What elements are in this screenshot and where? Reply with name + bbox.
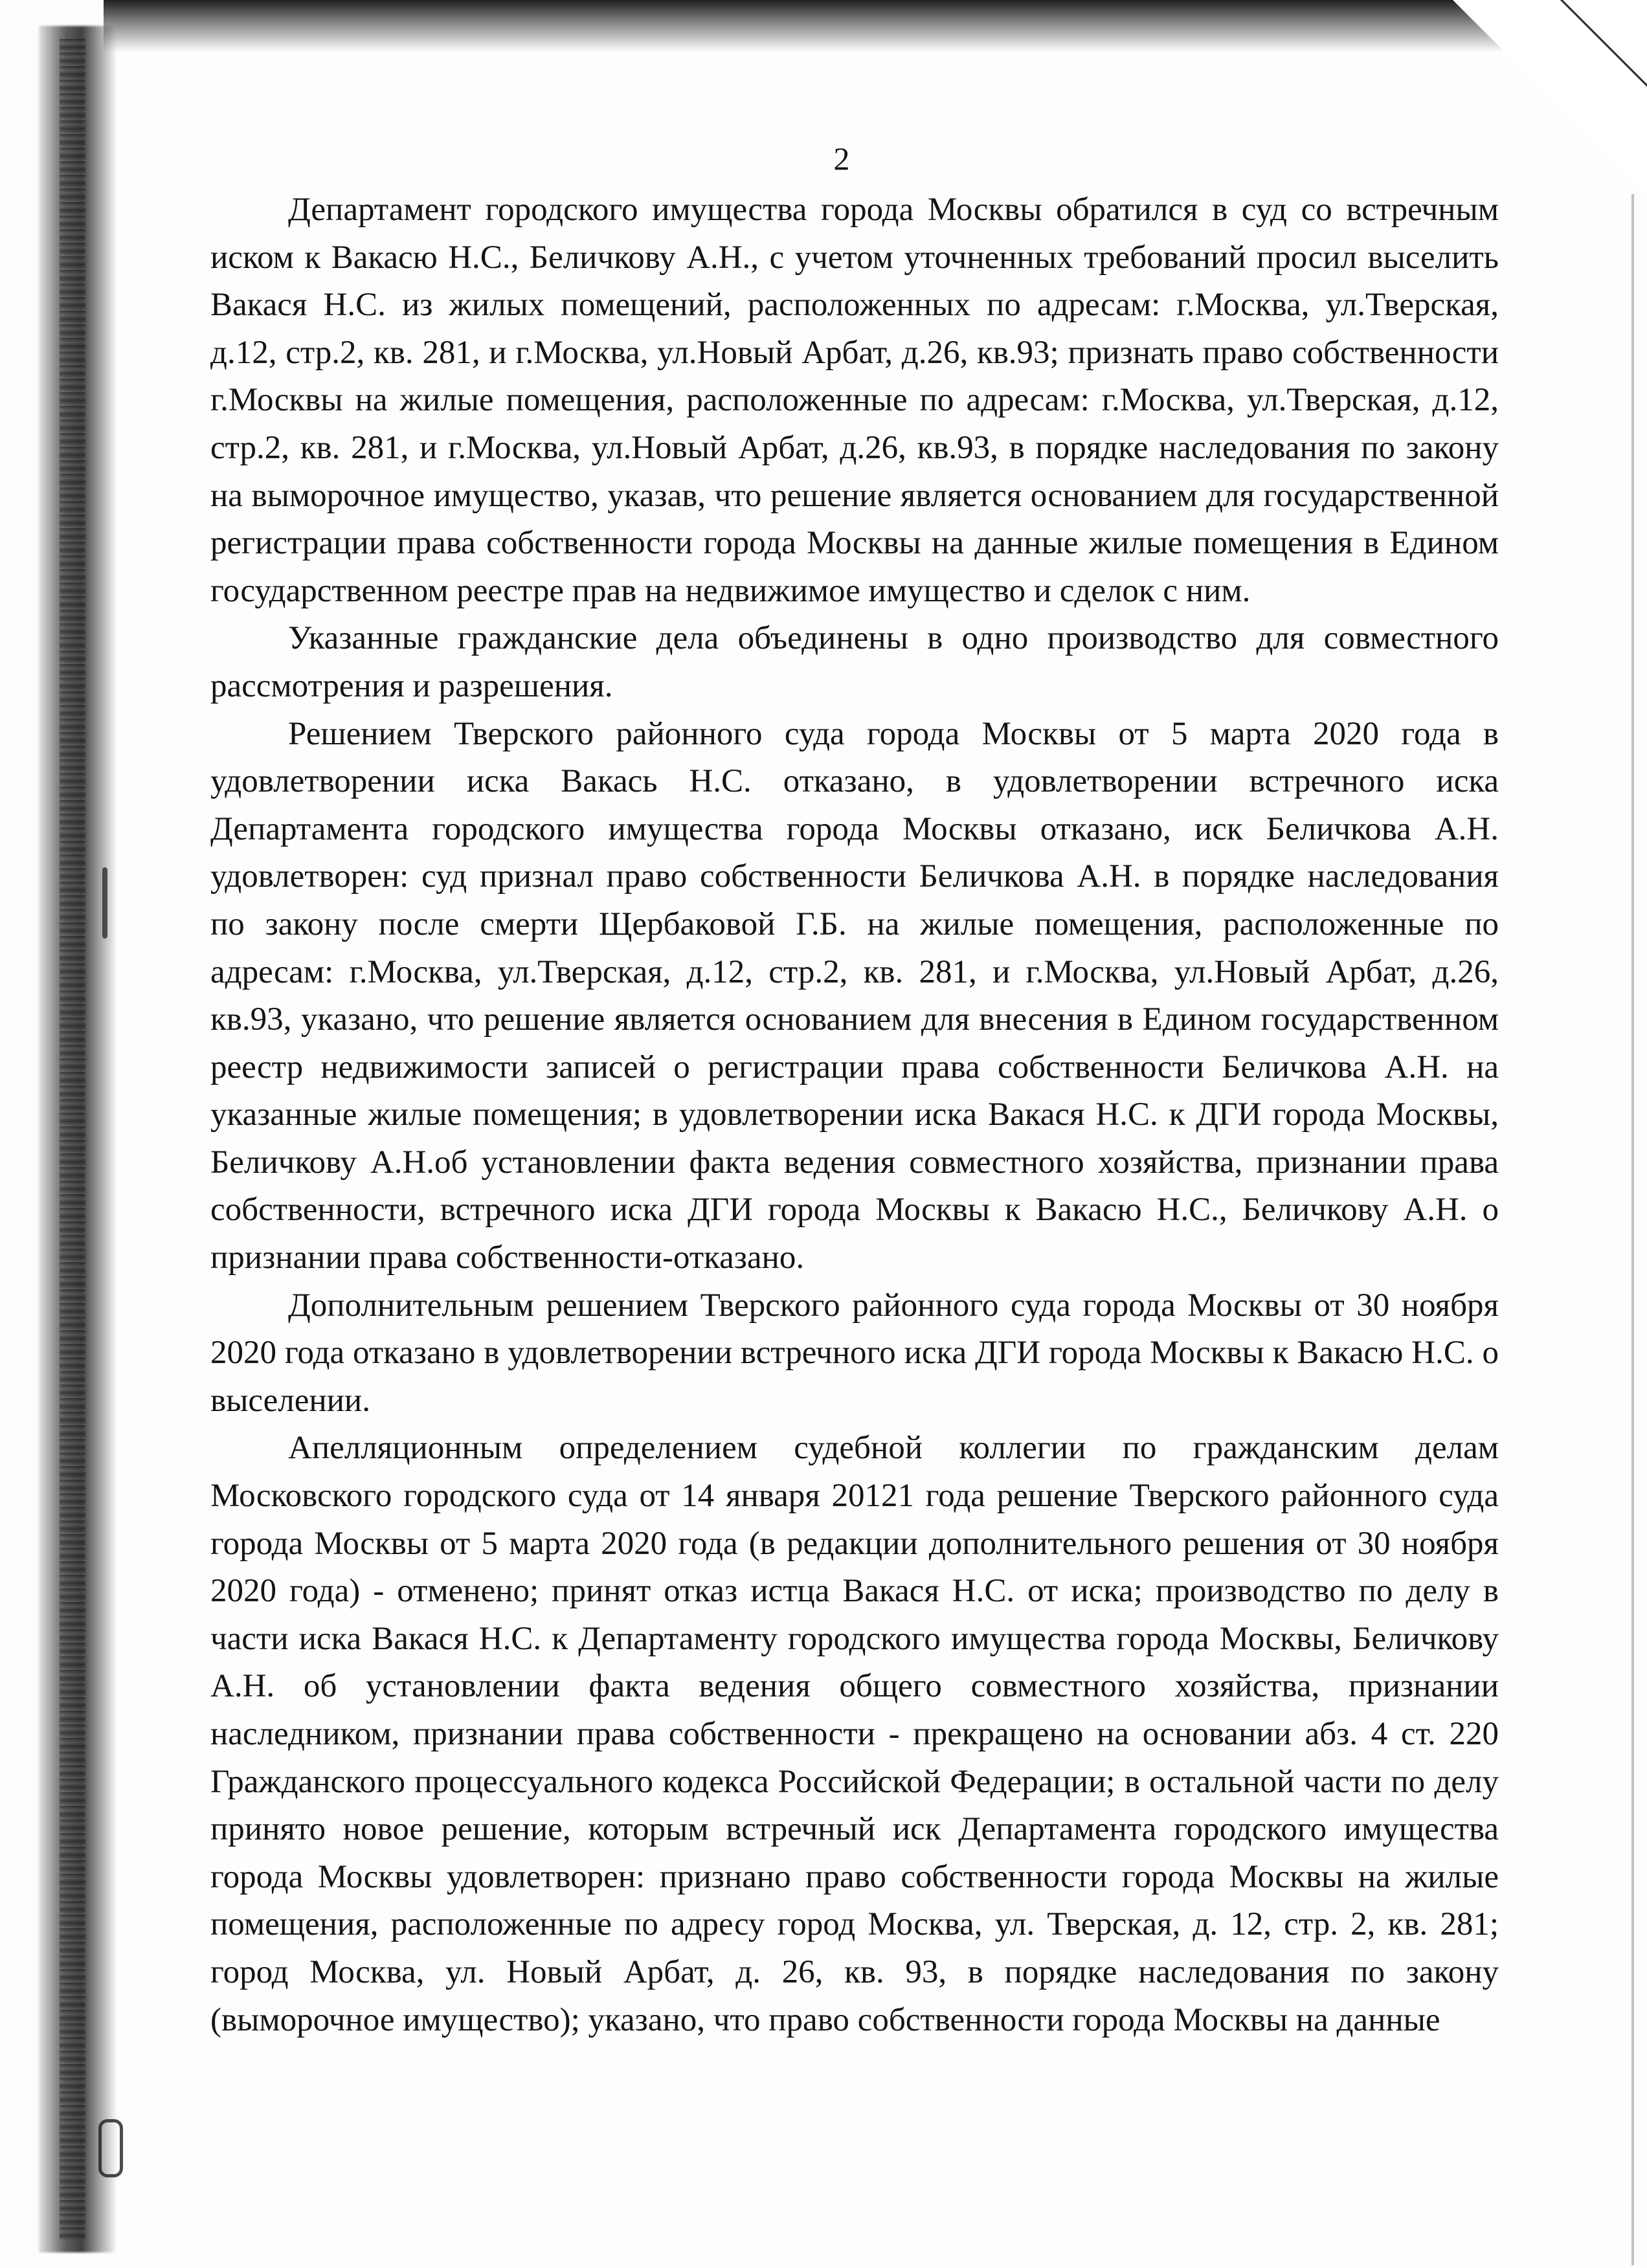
paragraph-merged-cases: Указанные гражданские дела объединены в одно производство для совместного рассмотрения и разрешения.: [210, 620, 1499, 704]
paragraph-appeal-ruling: Апелляционным определением судебной коллегии по гражданским делам Московского городского суда от 14 января 20121 года решение Тверского районного суда города Москвы от 5 марта 2020 года (в редакции дополнительного решения от 30 ноября 2020 года) - отменено; принят отказ истца Вакася Н.С. от иска; производство по делу в части иска Вакася Н.С. к Департаменту городского имущества города Москвы, Беличкову А.Н. об установлении факта ведения общего совместного хозяйства, признании наследником, признании права собственности - прекращено на основании абз. 4 ст. 220 Гражданского процессуального кодекса Российской Федерации; в остальной части по делу принято новое решение, которым встречный иск Департамента городского имущества города Москвы удовлетворен: признано право собственности города Москвы на жилые помещения, расположенные по адресу город Москва, ул. Тверская, д. 12, стр. 2, кв. 281; город Москва, ул. Новый Арбат, д. 26, кв. 93, в порядке наследования по закону (выморочное имущество); указано, что право собственности города Москвы на данные: [210, 1430, 1499, 2038]
binding-mark: [102, 867, 107, 939]
scan-top-shadow: [104, 0, 1528, 52]
paragraph-first-instance-decision: Решением Тверского районного суда города Москвы от 5 марта 2020 года в удовлетворении иска Вакась Н.С. отказано, в удовлетворении встречного иска Департамента городского имущества города Москвы отказано, иск Беличкова А.Н. удовлетворен: суд признал право собственности Беличкова А.Н. в порядке наследования по закону после смерти Щербаковой Г.Б. на жилые помещения, расположенные по адресам: г.Москва, ул.Тверская, д.12, стр.2, кв. 281, и г.Москва, ул.Новый Арбат, д.26, кв.93, указано, что решение является основанием для внесения в Едином государственном реестр недвижимости записей о регистрации права собственности Беличкова А.Н. на указанные жилые помещения; в удовлетворении иска Вакася Н.С. к ДГИ города Москвы, Беличкову А.Н.об установлении факта ведения совместного хозяйства, признании права собственности, встречного иска ДГИ города Москвы к Вакасю Н.С., Беличкову А.Н. о признании права собственности-отказано.: [210, 715, 1499, 1276]
scan-left-binding: [60, 39, 85, 2240]
scan-right-edge: [1631, 194, 1634, 2265]
paragraph-counterclaim: Департамент городского имущества города Москвы обратился в суд со встречным иском к Вакасю Н.С., Беличкову А.Н., с учетом уточненных требований просил выселить Вакася Н.С. из жилых помещений, расположенных по адресам: г.Москва, ул.Тверская, д.12, стр.2, кв. 281, и г.Москва, ул.Новый Арбат, д.26, кв.93; признать право собственности г.Москвы на жилые помещения, расположенные по адресам: г.Москва, ул.Тверская, д.12, стр.2, кв. 281, и г.Москва, ул.Новый Арбат, д.26, кв.93, в порядке наследования по закону на выморочное имущество, указав, что решение является основанием для государственной регистрации права собственности города Москвы на данные жилые помещения в Едином государственном реестре прав на недвижимое имущество и сделок с ним.: [210, 192, 1499, 609]
document-body: [210, 186, 1499, 2044]
punch-hole-mark: [98, 2119, 123, 2177]
page-number: 2: [833, 140, 850, 177]
folded-corner: [1453, 0, 1647, 194]
paragraph-additional-decision: Дополнительным решением Тверского районного суда города Москвы от 30 ноября 2020 года отказано в удовлетворении встречного иска ДГИ города Москвы к Вакасю Н.С. о выселении.: [210, 1287, 1499, 1419]
